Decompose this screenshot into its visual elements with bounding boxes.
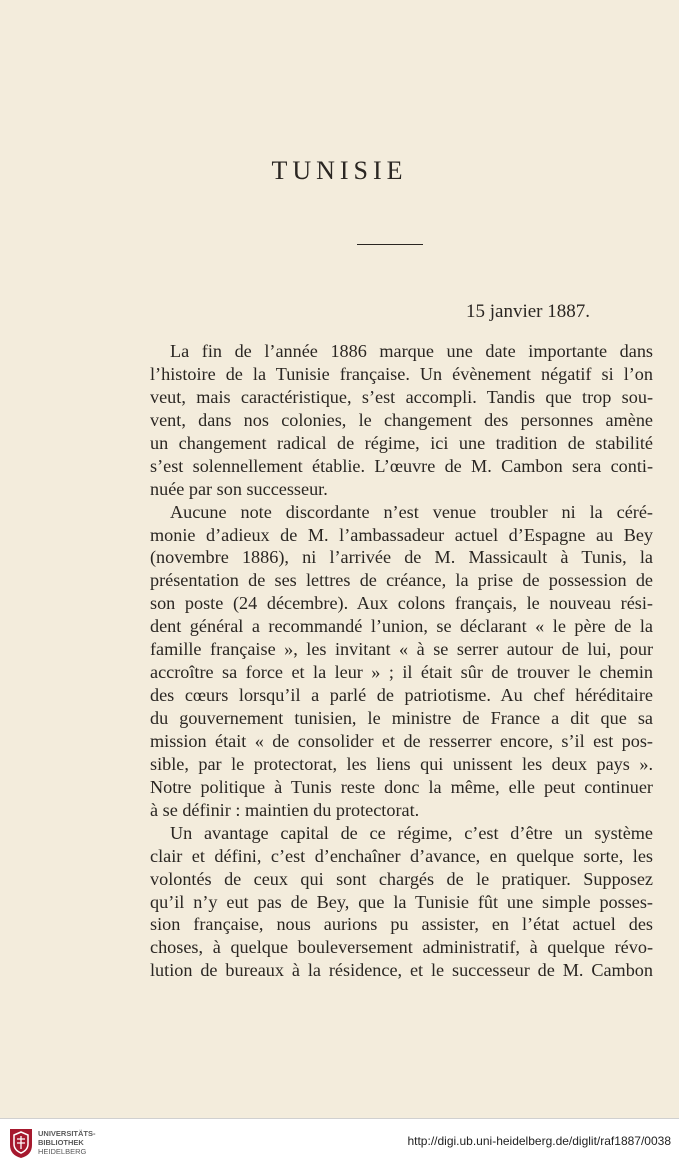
- library-logo-text[interactable]: [38, 1129, 96, 1156]
- text-line: sible, par le protectorat, les liens qui unissent les deux pays ».: [150, 753, 653, 774]
- text-line: vent, dans nos colonies, le changement des personnes amène: [150, 409, 653, 430]
- text-line: son poste (24 décembre). Aux colons français, le nouveau rési-: [150, 593, 653, 614]
- permalink-url[interactable]: http://digi.ub.uni-heidelberg.de/diglit/raf1887/0038: [407, 1134, 671, 1148]
- text-line: un changement radical de régime, ici une tradition de stabilité: [150, 432, 653, 453]
- logo-line: BIBLIOTHEK: [38, 1138, 84, 1147]
- text-line: dent général a recommandé l’union, se déclarant « le père de la: [150, 616, 653, 637]
- text-line: présentation de ses lettres de créance, la prise de possession de: [150, 570, 653, 591]
- body-text: [150, 340, 653, 982]
- text-line: lution de bureaux à la résidence, et le successeur de M. Cambon: [150, 960, 653, 981]
- text-line: du gouvernement tunisien, le ministre de France a dit que sa: [150, 708, 653, 728]
- text-line: s’est solennellement établie. L’œuvre de M. Cambon sera conti-: [150, 455, 653, 476]
- text-line: Aucune note discordante n’est venue troubler ni la céré-: [170, 501, 653, 522]
- title-divider: [357, 244, 423, 245]
- text-line: La fin de l’année 1886 marque une date importante dans: [170, 341, 653, 361]
- chapter-title: TUNISIE: [271, 156, 408, 185]
- text-line: (novembre 1886), ni l’arrivée de M. Massicault à Tunis, la: [150, 547, 653, 568]
- text-line: à se définir : maintien du protectorat.: [150, 799, 420, 820]
- text-line: qu’il n’y eut pas de Bey, que la Tunisie fût une simple posses-: [150, 891, 653, 912]
- text-line: monie d’adieux de M. l’ambassadeur actuel d’Espagne au Bey: [150, 524, 653, 545]
- text-line: mission était « de consolider et de resserrer encore, s’il est pos-: [150, 730, 653, 751]
- text-line: Un avantage capital de ce régime, c’est d’être un système: [170, 822, 653, 843]
- chapter-date: 15 janvier 1887.: [466, 301, 591, 322]
- text-line: volontés de ceux qui sont chargés de le pratiquer. Supposez: [150, 868, 653, 889]
- text-line: nuée par son successeur.: [150, 478, 328, 499]
- logo-line: UNIVERSITÄTS-: [38, 1129, 96, 1138]
- viewer-footer: [0, 1118, 679, 1167]
- text-line: des cœurs lorsqu’il a parlé de patriotisme. Au chef héréditaire: [150, 685, 653, 706]
- text-line: sion française, nous aurions pu assister, en l’état actuel des: [150, 914, 653, 935]
- logo-line: HEIDELBERG: [38, 1147, 87, 1156]
- text-line: accroître sa force et la leur » ; il était sûr de trouver le chemin: [150, 662, 653, 683]
- text-line: famille française », les invitant « à se serrer autour de lui, pour: [150, 639, 653, 660]
- text-line: l’histoire de la Tunisie française. Un évènement négatif si l’on: [150, 363, 653, 384]
- university-seal-icon: [8, 1127, 34, 1159]
- text-line: clair et défini, c’est d’enchaîner d’avance, en quelque sorte, les: [150, 845, 653, 866]
- text-line: choses, à quelque bouleversement administratif, à quelque révo-: [150, 937, 653, 958]
- text-line: veut, mais caractéristique, s’est accompli. Tandis que trop sou-: [150, 386, 653, 407]
- text-line: Notre politique à Tunis reste donc la même, elle peut continuer: [150, 776, 653, 797]
